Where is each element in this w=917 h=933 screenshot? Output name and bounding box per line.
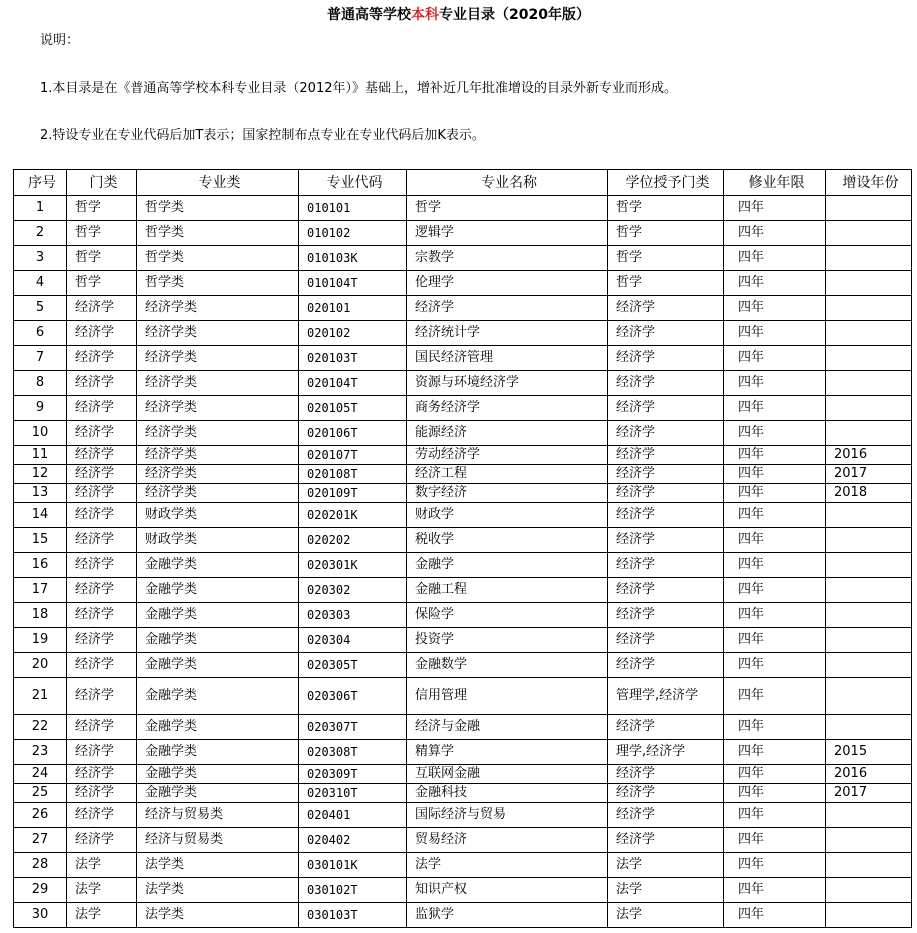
cell-major-class: 经济学类 bbox=[137, 421, 299, 446]
cell-major-code: 030102T bbox=[299, 878, 407, 903]
cell-duration: 四年 bbox=[724, 653, 826, 678]
cell-year-added bbox=[826, 296, 912, 321]
cell-major-code: 020202 bbox=[299, 528, 407, 553]
cell-major-name: 保险学 bbox=[407, 603, 608, 628]
cell-major-class: 金融学类 bbox=[137, 603, 299, 628]
cell-duration: 四年 bbox=[724, 715, 826, 740]
cell-category: 经济学 bbox=[67, 740, 137, 765]
cell-major-class: 金融学类 bbox=[137, 740, 299, 765]
cell-major-code: 020305T bbox=[299, 653, 407, 678]
cell-category: 哲学 bbox=[67, 196, 137, 221]
cell-duration: 四年 bbox=[724, 371, 826, 396]
cell-category: 经济学 bbox=[67, 578, 137, 603]
table-row bbox=[14, 465, 912, 484]
cell-year-added bbox=[826, 271, 912, 296]
cell-degree: 经济学 bbox=[608, 765, 724, 784]
cell-major-name: 金融工程 bbox=[407, 578, 608, 603]
cell-major-name: 知识产权 bbox=[407, 878, 608, 903]
table-row bbox=[14, 628, 912, 653]
cell-degree: 经济学 bbox=[608, 371, 724, 396]
cell-degree: 经济学 bbox=[608, 715, 724, 740]
table-row bbox=[14, 853, 912, 878]
cell-seq: 3 bbox=[14, 246, 67, 271]
header-seq: 序号 bbox=[14, 170, 67, 196]
table-row bbox=[14, 246, 912, 271]
cell-major-class: 经济学类 bbox=[137, 446, 299, 465]
cell-major-name: 伦理学 bbox=[407, 271, 608, 296]
cell-major-code: 010103K bbox=[299, 246, 407, 271]
cell-major-name: 税收学 bbox=[407, 528, 608, 553]
cell-major-class: 经济与贸易类 bbox=[137, 803, 299, 828]
cell-seq: 15 bbox=[14, 528, 67, 553]
table-row bbox=[14, 765, 912, 784]
cell-duration: 四年 bbox=[724, 465, 826, 484]
cell-major-name: 经济学 bbox=[407, 296, 608, 321]
table-row bbox=[14, 346, 912, 371]
cell-major-code: 020310T bbox=[299, 784, 407, 803]
table-row bbox=[14, 446, 912, 465]
cell-major-code: 020106T bbox=[299, 421, 407, 446]
cell-major-class: 财政学类 bbox=[137, 503, 299, 528]
cell-duration: 四年 bbox=[724, 503, 826, 528]
cell-degree: 经济学 bbox=[608, 553, 724, 578]
cell-year-added bbox=[826, 528, 912, 553]
cell-seq: 20 bbox=[14, 653, 67, 678]
cell-degree: 经济学 bbox=[608, 421, 724, 446]
cell-duration: 四年 bbox=[724, 765, 826, 784]
cell-category: 经济学 bbox=[67, 715, 137, 740]
cell-duration: 四年 bbox=[724, 878, 826, 903]
cell-duration: 四年 bbox=[724, 484, 826, 503]
table-header-row bbox=[14, 170, 912, 196]
cell-major-class: 金融学类 bbox=[137, 678, 299, 715]
cell-degree: 经济学 bbox=[608, 465, 724, 484]
header-duration: 修业年限 bbox=[724, 170, 826, 196]
cell-duration: 四年 bbox=[724, 853, 826, 878]
cell-major-name: 经济与金融 bbox=[407, 715, 608, 740]
cell-seq: 27 bbox=[14, 828, 67, 853]
cell-major-code: 020304 bbox=[299, 628, 407, 653]
cell-degree: 经济学 bbox=[608, 578, 724, 603]
cell-major-name: 国际经济与贸易 bbox=[407, 803, 608, 828]
title-prefix: 普通高等学校 bbox=[327, 7, 412, 23]
cell-degree: 经济学 bbox=[608, 446, 724, 465]
cell-category: 经济学 bbox=[67, 321, 137, 346]
cell-category: 经济学 bbox=[67, 528, 137, 553]
cell-year-added bbox=[826, 715, 912, 740]
cell-category: 哲学 bbox=[67, 221, 137, 246]
cell-degree: 经济学 bbox=[608, 484, 724, 503]
cell-major-name: 数字经济 bbox=[407, 484, 608, 503]
note-item-2: 2.特设专业在专业代码后加T表示；国家控制布点专业在专业代码后加K表示。 bbox=[40, 128, 485, 143]
cell-major-code: 010104T bbox=[299, 271, 407, 296]
cell-year-added bbox=[826, 678, 912, 715]
cell-degree: 理学,经济学 bbox=[608, 740, 724, 765]
cell-major-code: 020108T bbox=[299, 465, 407, 484]
cell-category: 经济学 bbox=[67, 465, 137, 484]
cell-degree: 经济学 bbox=[608, 653, 724, 678]
cell-major-name: 投资学 bbox=[407, 628, 608, 653]
cell-seq: 26 bbox=[14, 803, 67, 828]
cell-major-name: 贸易经济 bbox=[407, 828, 608, 853]
cell-major-class: 金融学类 bbox=[137, 784, 299, 803]
cell-major-code: 010101 bbox=[299, 196, 407, 221]
header-category: 门类 bbox=[67, 170, 137, 196]
cell-duration: 四年 bbox=[724, 784, 826, 803]
cell-major-name: 资源与环境经济学 bbox=[407, 371, 608, 396]
cell-major-class: 法学类 bbox=[137, 878, 299, 903]
cell-major-name: 国民经济管理 bbox=[407, 346, 608, 371]
cell-year-added bbox=[826, 371, 912, 396]
table-body bbox=[14, 196, 912, 928]
cell-year-added: 2016 bbox=[826, 765, 912, 784]
table-row bbox=[14, 803, 912, 828]
cell-degree: 哲学 bbox=[608, 271, 724, 296]
cell-degree: 管理学,经济学 bbox=[608, 678, 724, 715]
cell-major-code: 020103T bbox=[299, 346, 407, 371]
cell-major-class: 经济学类 bbox=[137, 296, 299, 321]
cell-major-class: 金融学类 bbox=[137, 715, 299, 740]
table-row bbox=[14, 396, 912, 421]
cell-duration: 四年 bbox=[724, 346, 826, 371]
cell-year-added: 2016 bbox=[826, 446, 912, 465]
cell-seq: 30 bbox=[14, 903, 67, 928]
cell-seq: 12 bbox=[14, 465, 67, 484]
cell-year-added: 2017 bbox=[826, 784, 912, 803]
table-row bbox=[14, 740, 912, 765]
cell-duration: 四年 bbox=[724, 321, 826, 346]
cell-seq: 10 bbox=[14, 421, 67, 446]
cell-category: 经济学 bbox=[67, 421, 137, 446]
cell-major-name: 财政学 bbox=[407, 503, 608, 528]
table-row bbox=[14, 321, 912, 346]
table-row bbox=[14, 271, 912, 296]
page-title bbox=[0, 4, 917, 24]
cell-seq: 7 bbox=[14, 346, 67, 371]
cell-degree: 经济学 bbox=[608, 828, 724, 853]
cell-degree: 经济学 bbox=[608, 296, 724, 321]
title-highlight: 本科 bbox=[411, 7, 440, 23]
table-row bbox=[14, 553, 912, 578]
header-major-class: 专业类 bbox=[137, 170, 299, 196]
cell-duration: 四年 bbox=[724, 246, 826, 271]
cell-major-class: 哲学类 bbox=[137, 221, 299, 246]
table-row bbox=[14, 196, 912, 221]
cell-degree: 哲学 bbox=[608, 196, 724, 221]
cell-duration: 四年 bbox=[724, 221, 826, 246]
cell-category: 法学 bbox=[67, 903, 137, 928]
cell-major-class: 经济学类 bbox=[137, 371, 299, 396]
cell-year-added bbox=[826, 628, 912, 653]
cell-seq: 14 bbox=[14, 503, 67, 528]
table-row bbox=[14, 603, 912, 628]
cell-major-class: 法学类 bbox=[137, 853, 299, 878]
cell-duration: 四年 bbox=[724, 396, 826, 421]
cell-category: 经济学 bbox=[67, 678, 137, 715]
cell-major-name: 监狱学 bbox=[407, 903, 608, 928]
cell-major-code: 020109T bbox=[299, 484, 407, 503]
cell-category: 法学 bbox=[67, 878, 137, 903]
cell-year-added bbox=[826, 653, 912, 678]
cell-year-added: 2017 bbox=[826, 465, 912, 484]
cell-year-added: 2015 bbox=[826, 740, 912, 765]
table-row bbox=[14, 484, 912, 503]
cell-duration: 四年 bbox=[724, 421, 826, 446]
cell-major-code: 020104T bbox=[299, 371, 407, 396]
cell-major-code: 020105T bbox=[299, 396, 407, 421]
cell-degree: 经济学 bbox=[608, 628, 724, 653]
cell-duration: 四年 bbox=[724, 828, 826, 853]
cell-major-code: 020101 bbox=[299, 296, 407, 321]
cell-year-added bbox=[826, 421, 912, 446]
cell-seq: 17 bbox=[14, 578, 67, 603]
cell-year-added bbox=[826, 503, 912, 528]
cell-duration: 四年 bbox=[724, 803, 826, 828]
cell-major-code: 020306T bbox=[299, 678, 407, 715]
cell-duration: 四年 bbox=[724, 603, 826, 628]
table-row bbox=[14, 371, 912, 396]
cell-degree: 经济学 bbox=[608, 784, 724, 803]
cell-major-name: 宗教学 bbox=[407, 246, 608, 271]
cell-category: 法学 bbox=[67, 853, 137, 878]
cell-major-code: 010102 bbox=[299, 221, 407, 246]
cell-category: 哲学 bbox=[67, 271, 137, 296]
cell-seq: 1 bbox=[14, 196, 67, 221]
cell-year-added bbox=[826, 246, 912, 271]
cell-seq: 5 bbox=[14, 296, 67, 321]
cell-duration: 四年 bbox=[724, 196, 826, 221]
table-row bbox=[14, 296, 912, 321]
cell-year-added bbox=[826, 196, 912, 221]
table-row bbox=[14, 653, 912, 678]
table-row bbox=[14, 578, 912, 603]
cell-major-class: 金融学类 bbox=[137, 628, 299, 653]
cell-major-code: 020401 bbox=[299, 803, 407, 828]
cell-degree: 哲学 bbox=[608, 221, 724, 246]
cell-major-code: 020107T bbox=[299, 446, 407, 465]
cell-category: 经济学 bbox=[67, 603, 137, 628]
header-major-name: 专业名称 bbox=[407, 170, 608, 196]
cell-duration: 四年 bbox=[724, 678, 826, 715]
cell-degree: 法学 bbox=[608, 853, 724, 878]
cell-major-class: 经济学类 bbox=[137, 321, 299, 346]
cell-major-name: 哲学 bbox=[407, 196, 608, 221]
cell-major-class: 哲学类 bbox=[137, 271, 299, 296]
notes-heading: 说明： bbox=[40, 33, 80, 48]
cell-seq: 9 bbox=[14, 396, 67, 421]
cell-major-name: 金融数学 bbox=[407, 653, 608, 678]
cell-major-class: 金融学类 bbox=[137, 578, 299, 603]
cell-major-name: 信用管理 bbox=[407, 678, 608, 715]
cell-major-class: 法学类 bbox=[137, 903, 299, 928]
cell-year-added bbox=[826, 578, 912, 603]
cell-major-name: 劳动经济学 bbox=[407, 446, 608, 465]
cell-year-added bbox=[826, 553, 912, 578]
cell-duration: 四年 bbox=[724, 271, 826, 296]
cell-seq: 4 bbox=[14, 271, 67, 296]
cell-degree: 哲学 bbox=[608, 246, 724, 271]
cell-year-added bbox=[826, 396, 912, 421]
cell-major-class: 哲学类 bbox=[137, 196, 299, 221]
cell-major-name: 法学 bbox=[407, 853, 608, 878]
cell-duration: 四年 bbox=[724, 296, 826, 321]
table-row bbox=[14, 715, 912, 740]
cell-major-name: 商务经济学 bbox=[407, 396, 608, 421]
cell-seq: 19 bbox=[14, 628, 67, 653]
cell-major-class: 财政学类 bbox=[137, 528, 299, 553]
cell-year-added bbox=[826, 803, 912, 828]
cell-major-class: 经济学类 bbox=[137, 346, 299, 371]
cell-degree: 法学 bbox=[608, 878, 724, 903]
cell-duration: 四年 bbox=[724, 903, 826, 928]
cell-major-class: 哲学类 bbox=[137, 246, 299, 271]
header-year-added: 增设年份 bbox=[826, 170, 912, 196]
cell-major-code: 020303 bbox=[299, 603, 407, 628]
cell-degree: 经济学 bbox=[608, 346, 724, 371]
cell-major-name: 精算学 bbox=[407, 740, 608, 765]
cell-major-code: 020301K bbox=[299, 553, 407, 578]
table-row bbox=[14, 828, 912, 853]
cell-category: 经济学 bbox=[67, 628, 137, 653]
cell-degree: 经济学 bbox=[608, 396, 724, 421]
cell-seq: 11 bbox=[14, 446, 67, 465]
cell-major-code: 020308T bbox=[299, 740, 407, 765]
table-row bbox=[14, 903, 912, 928]
cell-major-name: 逻辑学 bbox=[407, 221, 608, 246]
cell-major-class: 金融学类 bbox=[137, 653, 299, 678]
cell-major-code: 020307T bbox=[299, 715, 407, 740]
header-degree: 学位授予门类 bbox=[608, 170, 724, 196]
cell-duration: 四年 bbox=[724, 446, 826, 465]
cell-major-code: 020201K bbox=[299, 503, 407, 528]
table-row bbox=[14, 878, 912, 903]
cell-degree: 经济学 bbox=[608, 528, 724, 553]
cell-major-name: 金融科技 bbox=[407, 784, 608, 803]
cell-seq: 2 bbox=[14, 221, 67, 246]
cell-major-class: 经济学类 bbox=[137, 484, 299, 503]
cell-major-class: 金融学类 bbox=[137, 553, 299, 578]
cell-major-name: 经济工程 bbox=[407, 465, 608, 484]
table-row bbox=[14, 528, 912, 553]
cell-major-class: 经济学类 bbox=[137, 396, 299, 421]
cell-major-code: 020102 bbox=[299, 321, 407, 346]
cell-degree: 经济学 bbox=[608, 503, 724, 528]
cell-major-name: 能源经济 bbox=[407, 421, 608, 446]
cell-year-added bbox=[826, 603, 912, 628]
cell-year-added bbox=[826, 346, 912, 371]
cell-category: 经济学 bbox=[67, 803, 137, 828]
cell-seq: 21 bbox=[14, 678, 67, 715]
cell-year-added bbox=[826, 828, 912, 853]
cell-category: 经济学 bbox=[67, 503, 137, 528]
cell-major-name: 互联网金融 bbox=[407, 765, 608, 784]
cell-duration: 四年 bbox=[724, 628, 826, 653]
cell-major-class: 经济学类 bbox=[137, 465, 299, 484]
cell-major-name: 金融学 bbox=[407, 553, 608, 578]
cell-seq: 24 bbox=[14, 765, 67, 784]
cell-category: 经济学 bbox=[67, 765, 137, 784]
cell-category: 经济学 bbox=[67, 396, 137, 421]
cell-seq: 13 bbox=[14, 484, 67, 503]
cell-year-added: 2018 bbox=[826, 484, 912, 503]
major-catalog-table bbox=[13, 169, 912, 928]
cell-major-code: 020309T bbox=[299, 765, 407, 784]
cell-duration: 四年 bbox=[724, 740, 826, 765]
cell-duration: 四年 bbox=[724, 553, 826, 578]
cell-degree: 经济学 bbox=[608, 803, 724, 828]
cell-duration: 四年 bbox=[724, 528, 826, 553]
cell-year-added bbox=[826, 878, 912, 903]
cell-major-code: 020302 bbox=[299, 578, 407, 603]
cell-seq: 8 bbox=[14, 371, 67, 396]
table-row bbox=[14, 221, 912, 246]
cell-category: 哲学 bbox=[67, 246, 137, 271]
cell-major-class: 经济与贸易类 bbox=[137, 828, 299, 853]
cell-major-code: 020402 bbox=[299, 828, 407, 853]
cell-category: 经济学 bbox=[67, 484, 137, 503]
cell-seq: 22 bbox=[14, 715, 67, 740]
cell-major-code: 030101K bbox=[299, 853, 407, 878]
cell-year-added bbox=[826, 321, 912, 346]
cell-seq: 16 bbox=[14, 553, 67, 578]
cell-degree: 法学 bbox=[608, 903, 724, 928]
cell-category: 经济学 bbox=[67, 828, 137, 853]
cell-seq: 23 bbox=[14, 740, 67, 765]
header-major-code: 专业代码 bbox=[299, 170, 407, 196]
cell-seq: 29 bbox=[14, 878, 67, 903]
cell-category: 经济学 bbox=[67, 784, 137, 803]
table-row bbox=[14, 678, 912, 715]
cell-major-code: 030103T bbox=[299, 903, 407, 928]
cell-category: 经济学 bbox=[67, 446, 137, 465]
cell-category: 经济学 bbox=[67, 371, 137, 396]
cell-major-name: 经济统计学 bbox=[407, 321, 608, 346]
cell-category: 经济学 bbox=[67, 296, 137, 321]
cell-seq: 25 bbox=[14, 784, 67, 803]
table-row bbox=[14, 503, 912, 528]
cell-year-added bbox=[826, 853, 912, 878]
cell-degree: 经济学 bbox=[608, 603, 724, 628]
cell-category: 经济学 bbox=[67, 653, 137, 678]
cell-year-added bbox=[826, 221, 912, 246]
cell-category: 经济学 bbox=[67, 346, 137, 371]
note-item-1: 1.本目录是在《普通高等学校本科专业目录（2012年）》基础上，增补近几年批准增设的目录外新专业而形成。 bbox=[40, 81, 677, 96]
cell-seq: 28 bbox=[14, 853, 67, 878]
cell-year-added bbox=[826, 903, 912, 928]
cell-degree: 经济学 bbox=[608, 321, 724, 346]
cell-duration: 四年 bbox=[724, 578, 826, 603]
title-suffix: 专业目录（2020年版） bbox=[439, 7, 590, 23]
cell-category: 经济学 bbox=[67, 553, 137, 578]
table-row bbox=[14, 421, 912, 446]
cell-major-class: 金融学类 bbox=[137, 765, 299, 784]
table-row bbox=[14, 784, 912, 803]
cell-seq: 18 bbox=[14, 603, 67, 628]
cell-seq: 6 bbox=[14, 321, 67, 346]
